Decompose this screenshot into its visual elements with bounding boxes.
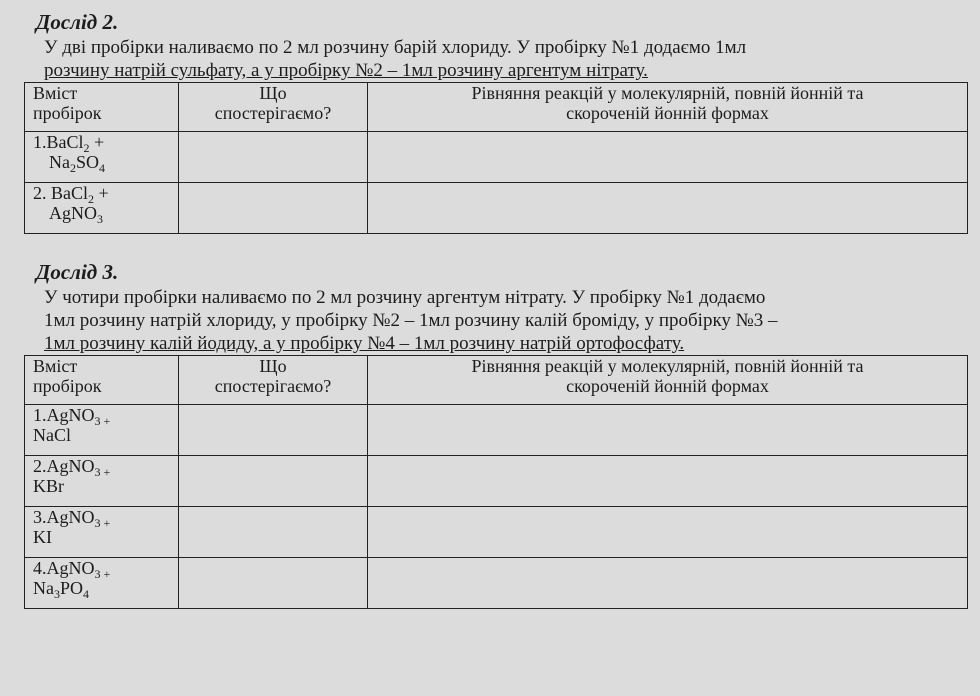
experiment-2-line-1: У дві пробірки наливаємо по 2 мл розчину барій хлориду. У пробірку №1 додаємо 1мл (44, 37, 747, 58)
experiment-3-heading: Дослід 3. (36, 260, 119, 284)
table-header-row (25, 83, 968, 132)
header-observations: Що спостерігаємо? (179, 83, 368, 132)
header-equations: Рівняння реакцій у молекулярній, повній йонній та скороченій йонній формах (368, 83, 968, 132)
observation-cell[interactable] (179, 456, 368, 507)
equation-cell[interactable] (368, 183, 968, 234)
table-row (25, 558, 968, 609)
experiment-3-line-2: 1мл розчину натрій хлориду, у пробірку №2 – 1мл розчину калій броміду, у пробірку №3 – (44, 310, 778, 331)
tube-contents: 2.AgNO$_{3 +}$ KBr (25, 456, 179, 507)
equation-cell[interactable] (368, 132, 968, 183)
tube-contents: 2. BaCl$_2$ + AgNO$_3$ (25, 183, 179, 234)
tube-contents: 4.AgNO$_{3 +}$ $Na_3PO_4$ (25, 558, 179, 609)
experiment-2-section (24, 10, 980, 234)
equation-cell[interactable] (368, 558, 968, 609)
observation-cell[interactable] (179, 405, 368, 456)
header-equations: Рівняння реакцій у молекулярній, повній йонній та скороченій йонній формах (368, 356, 968, 405)
table-row (25, 183, 968, 234)
table-row (25, 405, 968, 456)
experiment-2-instructions (44, 36, 974, 82)
observation-cell[interactable] (179, 507, 368, 558)
table-row (25, 132, 968, 183)
tube-contents: 1.BaCl$_2$ + $Na_2SO_4$ (25, 132, 179, 183)
header-contents: Вміст пробірок (25, 356, 179, 405)
observation-cell[interactable] (179, 132, 368, 183)
equation-cell[interactable] (368, 456, 968, 507)
equation-cell[interactable] (368, 405, 968, 456)
header-contents: Вміст пробірок (25, 83, 179, 132)
experiment-3-table (24, 355, 968, 609)
experiment-2-table (24, 82, 968, 234)
experiment-2-heading: Дослід 2. (36, 10, 119, 34)
tube-contents: 3.AgNO$_{3 +}$ KI (25, 507, 179, 558)
experiment-2-line-2: розчину натрій сульфату, а у пробірку №2 – 1мл розчину аргентум нітрату. (44, 60, 648, 81)
observation-cell[interactable] (179, 183, 368, 234)
experiment-3-line-3: 1мл розчину калій йодиду, а у пробірку №4 – 1мл розчину натрій ортофосфату. (44, 333, 685, 354)
table-row (25, 507, 968, 558)
header-observations: Що спостерігаємо? (179, 356, 368, 405)
equation-cell[interactable] (368, 507, 968, 558)
experiment-3-section (24, 260, 980, 609)
experiment-3-line-1: У чотири пробірки наливаємо по 2 мл розчину аргентум нітрату. У пробірку №1 додаємо (44, 287, 766, 308)
experiment-3-instructions (44, 286, 974, 355)
table-header-row (25, 356, 968, 405)
tube-contents: 1.AgNO$_{3 +}$ NaCl (25, 405, 179, 456)
table-row (25, 456, 968, 507)
observation-cell[interactable] (179, 558, 368, 609)
